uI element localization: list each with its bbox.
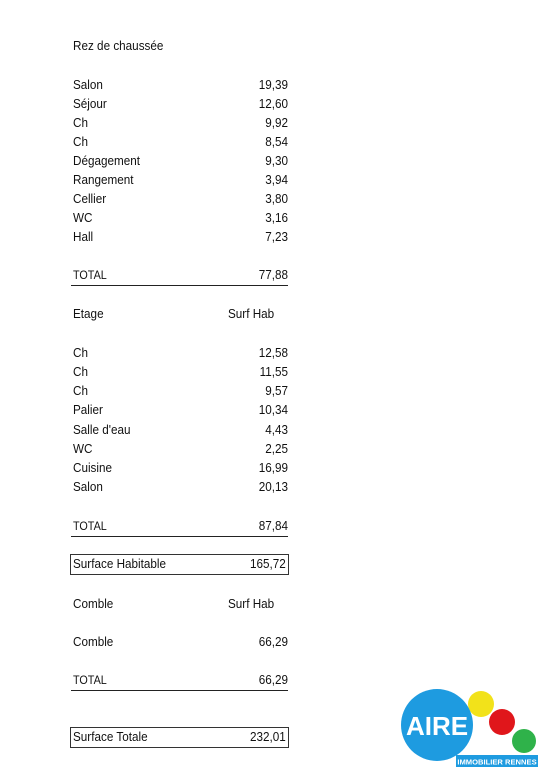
etage-row-value: 12,58 — [258, 345, 288, 360]
surface-totale-box — [70, 727, 289, 748]
rdc-row-value: 3,94 — [265, 172, 288, 187]
etage-row-value: 20,13 — [258, 479, 288, 494]
etage-row-value: 4,43 — [265, 422, 288, 437]
aire-immobilier-logo — [398, 686, 540, 768]
rdc-row-label: Hall — [73, 229, 94, 244]
rdc-row-value: 7,23 — [265, 229, 288, 244]
etage-row-label: Ch — [73, 345, 88, 360]
logo-green-dot — [512, 729, 536, 753]
etage-row-label: Salle d'eau — [73, 422, 131, 437]
etage-total-underline — [71, 536, 288, 537]
comble-title: Comble — [73, 596, 114, 611]
etage-row-label: Palier — [73, 402, 103, 417]
surface-totale-value: 232,01 — [250, 729, 286, 744]
rdc-row-value: 3,80 — [265, 191, 288, 206]
rdc-row-value: 9,30 — [265, 153, 288, 168]
logo-tagline-text: IMMOBILIER RENNES — [457, 757, 537, 767]
comble-total-label: TOTAL — [73, 673, 107, 687]
rdc-total-underline — [71, 285, 288, 286]
surface-habitable-box — [70, 554, 289, 575]
etage-row-value: 10,34 — [258, 402, 288, 417]
rdc-total-label: TOTAL — [73, 268, 107, 282]
comble-total-underline — [71, 690, 288, 691]
etage-row-label: WC — [73, 441, 93, 456]
rdc-row-label: Ch — [73, 134, 88, 149]
logo-brand-text: AIRE — [405, 711, 469, 741]
etage-row-label: Cuisine — [73, 460, 113, 475]
rdc-total-value: 77,88 — [258, 267, 288, 282]
etage-row-label: Ch — [73, 383, 88, 398]
etage-total-value: 87,84 — [258, 518, 288, 533]
rdc-row-label: Dégagement — [73, 153, 141, 168]
etage-row-value: 2,25 — [265, 441, 288, 456]
comble-row-label: Comble — [73, 634, 114, 649]
rdc-row-label: WC — [73, 210, 93, 225]
comble-column-header: Surf Hab — [228, 596, 275, 611]
etage-row-label: Salon — [73, 479, 103, 494]
rdc-row-value: 12,60 — [258, 96, 288, 111]
etage-total-label: TOTAL — [73, 519, 107, 533]
rdc-row-value: 19,39 — [258, 77, 288, 92]
rdc-row-label: Séjour — [73, 96, 107, 111]
etage-row-value: 11,55 — [259, 364, 288, 379]
surface-habitable-value: 165,72 — [250, 556, 286, 571]
etage-row-label: Ch — [73, 364, 88, 379]
rdc-row-value: 9,92 — [265, 115, 288, 130]
logo-red-dot — [489, 709, 515, 735]
rdc-row-label: Cellier — [73, 191, 107, 206]
etage-column-header: Surf Hab — [228, 306, 275, 321]
etage-row-value: 16,99 — [258, 460, 288, 475]
logo-yellow-dot — [468, 691, 494, 717]
etage-title: Etage — [73, 306, 104, 321]
rdc-row-value: 3,16 — [265, 210, 288, 225]
etage-row-value: 9,57 — [265, 383, 288, 398]
surface-habitable-label: Surface Habitable — [73, 556, 167, 571]
comble-row-value: 66,29 — [258, 634, 288, 649]
rdc-row-label: Salon — [73, 77, 103, 92]
rdc-row-label: Rangement — [73, 172, 134, 187]
rdc-title: Rez de chaussée — [73, 38, 164, 53]
rdc-row-label: Ch — [73, 115, 88, 130]
rdc-row-value: 8,54 — [265, 134, 288, 149]
comble-total-value: 66,29 — [258, 672, 288, 687]
surface-totale-label: Surface Totale — [73, 729, 148, 744]
